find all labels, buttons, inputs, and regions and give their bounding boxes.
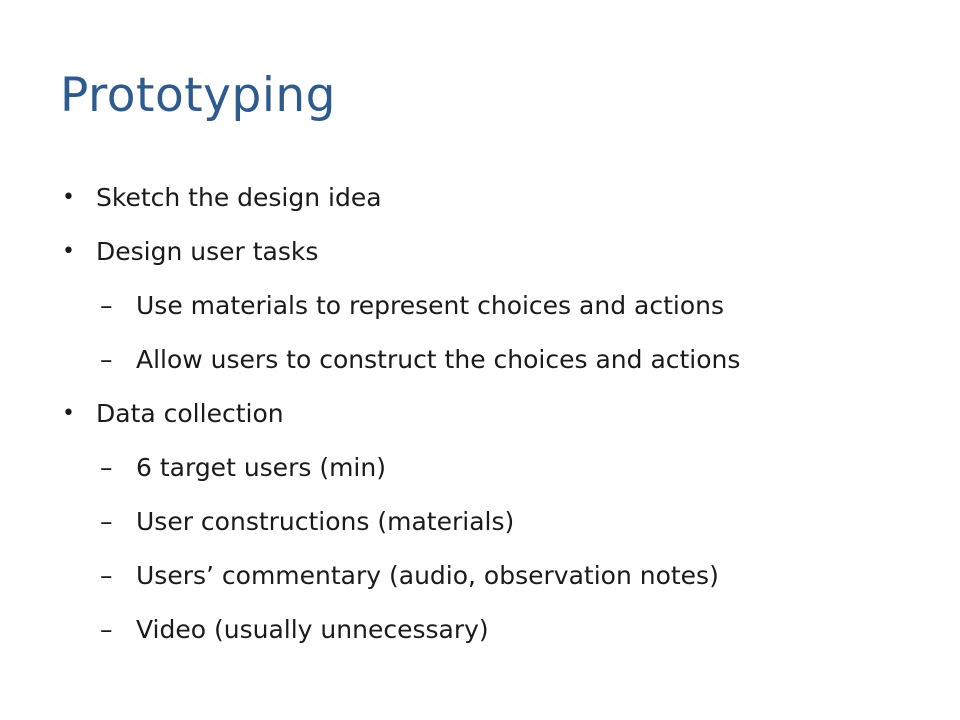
sub-bullet-text: Video (usually unnecessary) (136, 614, 489, 644)
dash-marker: – (100, 506, 113, 536)
sub-bullet-text: 6 target users (min) (136, 452, 386, 482)
bullet-marker: • (62, 238, 75, 264)
bullet-marker: • (62, 400, 75, 426)
bullet-text: Data collection (96, 398, 284, 428)
bullet-item (60, 170, 740, 224)
sub-bullet-item (60, 602, 740, 656)
bullet-item (60, 386, 740, 440)
sub-bullet-item (60, 278, 740, 332)
sub-bullet-text: Use materials to represent choices and actions (136, 290, 724, 320)
bullet-text: Sketch the design idea (96, 182, 382, 212)
sub-bullet-item (60, 494, 740, 548)
dash-marker: – (100, 344, 113, 374)
bullet-list (60, 170, 740, 656)
dash-marker: – (100, 560, 113, 590)
bullet-text: Design user tasks (96, 236, 319, 266)
sub-bullet-text: Allow users to construct the choices and actions (136, 344, 741, 374)
sub-bullet-item (60, 332, 740, 386)
sub-bullet-text: User constructions (materials) (136, 506, 515, 536)
bullet-item (60, 224, 740, 278)
sub-bullet-item (60, 548, 740, 602)
sub-bullet-item (60, 440, 740, 494)
dash-marker: – (100, 290, 113, 320)
dash-marker: – (100, 452, 113, 482)
sub-bullet-text: Users’ commentary (audio, observation notes) (136, 560, 719, 590)
bullet-marker: • (62, 184, 75, 210)
dash-marker: – (100, 614, 113, 644)
slide-title: Prototyping (60, 68, 337, 123)
